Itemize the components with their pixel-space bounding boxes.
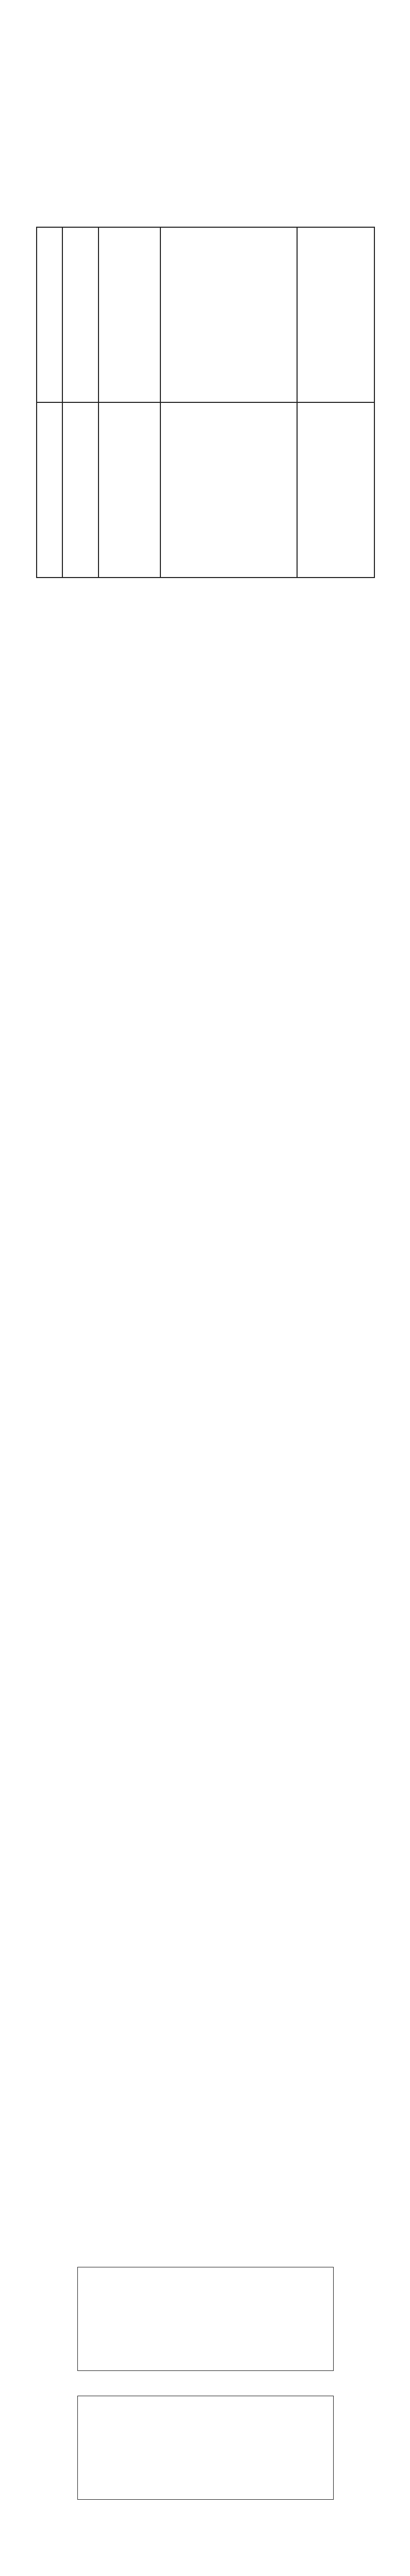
body-paragraph — [36, 693, 374, 703]
table-cell — [297, 227, 374, 402]
body-paragraph — [36, 812, 374, 822]
body-paragraph — [36, 659, 374, 669]
body-paragraph — [36, 642, 374, 652]
table-cell — [160, 402, 297, 578]
contact-line — [36, 931, 374, 941]
body-paragraph — [36, 897, 374, 907]
body-paragraph — [36, 829, 374, 839]
id-card-back-box — [77, 2396, 334, 2500]
body-paragraph — [36, 880, 374, 890]
body-paragraph — [36, 863, 374, 873]
body-paragraph — [36, 761, 374, 771]
contact-line — [36, 965, 374, 975]
form-paragraph — [36, 1484, 374, 1495]
id-card-front-box — [77, 2267, 334, 2371]
body-paragraph — [36, 795, 374, 805]
signature-line — [36, 999, 374, 1009]
form-paragraph — [36, 1983, 374, 1993]
contact-line — [36, 948, 374, 958]
body-paragraph — [36, 676, 374, 686]
signature-line — [36, 982, 374, 992]
body-paragraph — [36, 778, 374, 788]
form-paragraph — [36, 2017, 374, 2027]
table-cell — [37, 402, 62, 578]
table-cell — [297, 402, 374, 578]
body-text — [36, 618, 374, 1016]
table-cell — [62, 227, 99, 402]
form-paragraph — [36, 2000, 374, 2010]
form-paragraph — [36, 1467, 374, 1478]
form-2 — [36, 1958, 374, 2034]
body-paragraph — [36, 846, 374, 856]
form-recipient — [36, 1399, 374, 1410]
table-cell — [62, 402, 99, 578]
form-paragraph — [36, 1501, 374, 1512]
requirements-table — [36, 227, 375, 578]
body-paragraph — [36, 727, 374, 737]
contact-line — [36, 914, 374, 924]
form-paragraph — [36, 1966, 374, 1976]
body-paragraph — [36, 710, 374, 720]
form-paragraph — [36, 1416, 374, 1427]
table-cell — [37, 227, 62, 402]
body-paragraph — [36, 744, 374, 754]
table-cell — [99, 402, 160, 578]
form-paragraph — [36, 1450, 374, 1461]
body-paragraph — [36, 625, 374, 635]
form-paragraph — [36, 1433, 374, 1444]
form-1 — [36, 1391, 374, 1518]
table-cell — [160, 227, 297, 402]
table-cell — [99, 227, 160, 402]
